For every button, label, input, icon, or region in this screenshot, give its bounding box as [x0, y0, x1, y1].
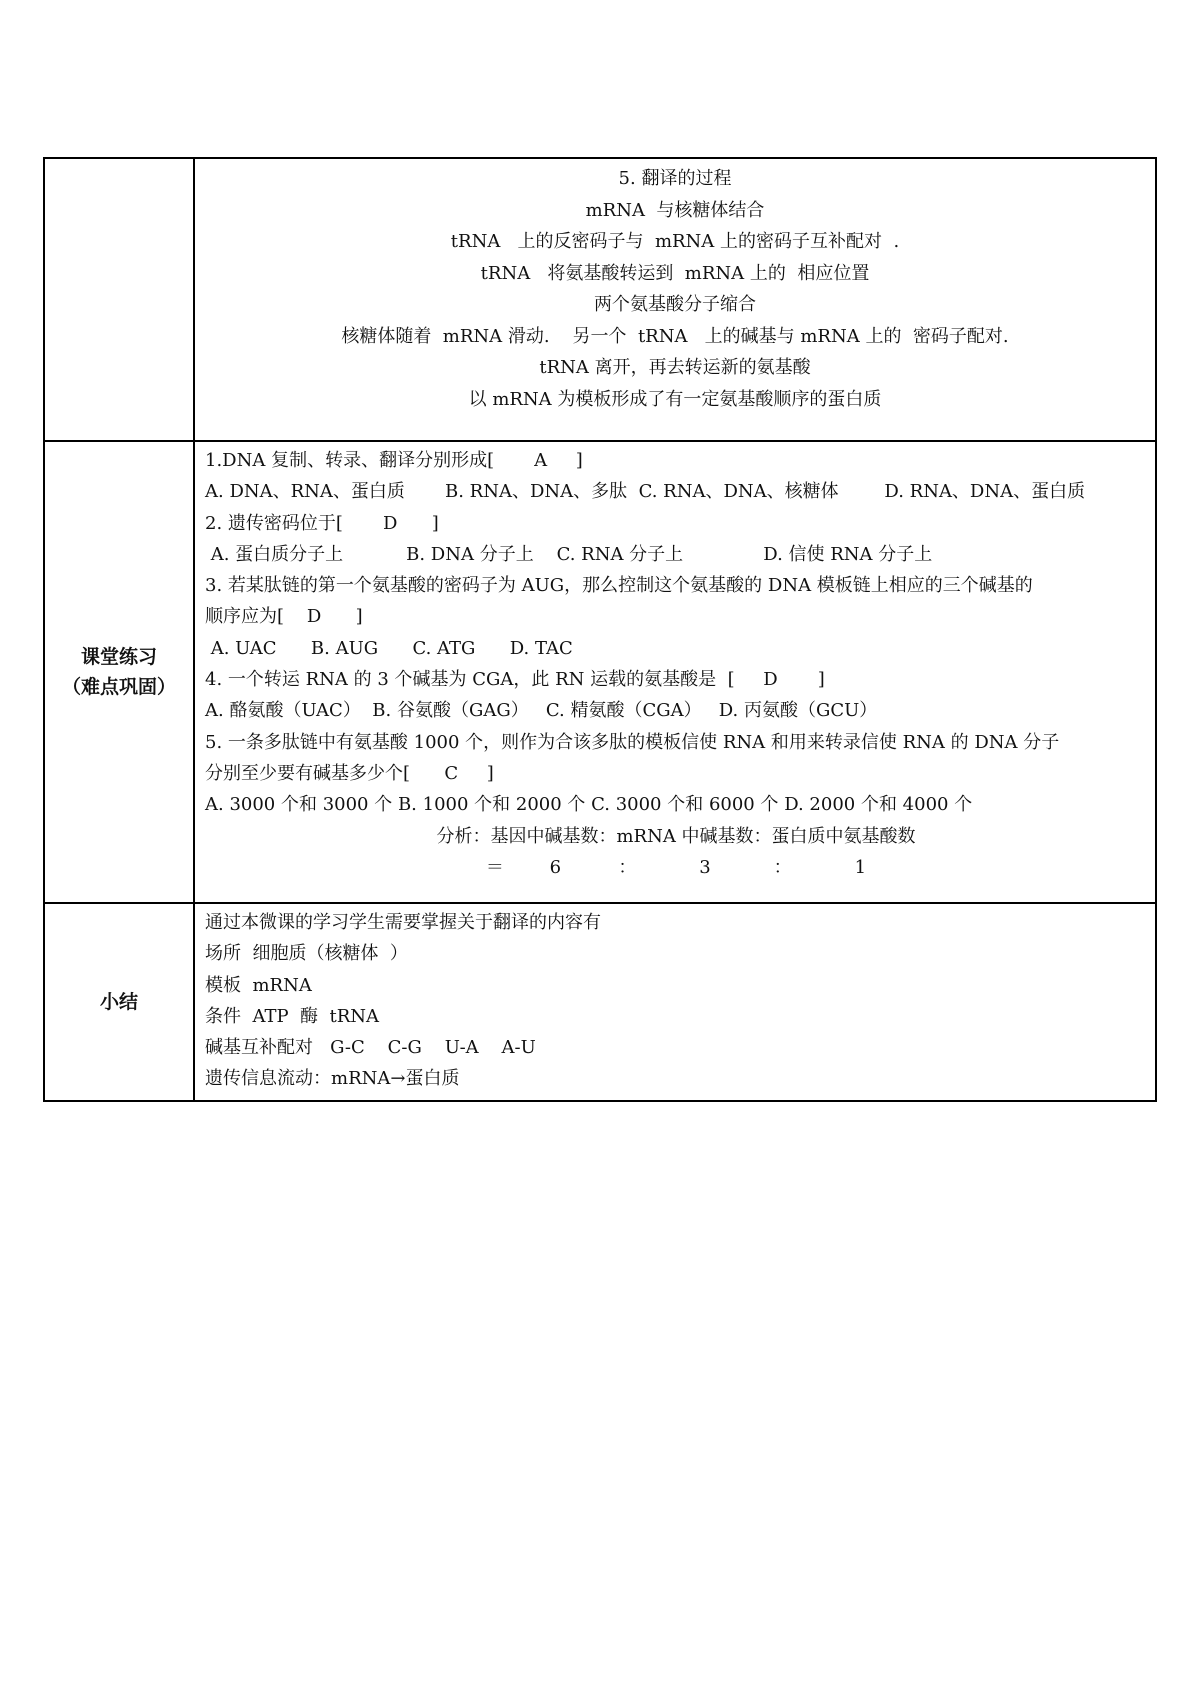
summary-line: 场所 细胞质（核糖体 ）	[205, 943, 408, 965]
summary-line: 条件 ATP 酶 tRNA	[205, 1005, 379, 1027]
translation-row	[44, 158, 1156, 441]
summary-line: 碱基互补配对 G-C C-G U-A A-U	[205, 1037, 536, 1059]
option-line: A. 酪氨酸（UAC） B. 谷氨酸（GAG） C. 精氨酸（CGA） D. 丙氨酸（GCU）	[205, 700, 878, 722]
text-line: tRNA 上的反密码子与 mRNA 上的密码子互补配对 .	[450, 231, 900, 252]
practice-row	[44, 441, 1156, 903]
summary-text	[195, 904, 1155, 1095]
translation-process-text	[195, 159, 1155, 415]
practice-questions	[195, 442, 1155, 883]
question-line: 3. 若某肽链的第一个氨基酸的密码子为 AUG，那么控制这个氨基酸的 DNA 模板链上相应的三个碱基的	[205, 575, 1033, 597]
question-line: 顺序应为[ D ]	[205, 606, 363, 628]
analysis-ratio-line: ＝ 6 ： 3 ： 1	[485, 856, 867, 878]
summary-line: 通过本微课的学习学生需要掌握关于翻译的内容有	[205, 912, 601, 933]
text-line: 5. 翻译的过程	[618, 168, 732, 189]
summary-label: 小结	[99, 991, 138, 1013]
question-line: 2. 遗传密码位于[ D ]	[205, 512, 439, 534]
text-line: tRNA 离开，再去转运新的氨基酸	[539, 357, 811, 378]
summary-label-cell	[44, 903, 194, 1101]
option-line: A. DNA、RNA、蛋白质 B. RNA、DNA、多肽 C. RNA、DNA、核糖体 D. RNA、DNA、蛋白质	[205, 481, 1086, 503]
practice-questions-cell	[194, 441, 1156, 903]
option-line: A. 蛋白质分子上 B. DNA 分子上 C. RNA 分子上 D. 信使 RNA 分子上	[205, 543, 933, 565]
option-line: A. 3000 个和 3000 个 B. 1000 个和 2000 个 C. 3000 个和 6000 个 D. 2000 个和 4000 个	[205, 794, 973, 816]
summary-line: 模板 mRNA	[205, 974, 312, 996]
summary-content-cell	[194, 903, 1156, 1101]
question-line: 1.DNA 复制、转录、翻译分别形成[ A ]	[205, 450, 583, 471]
question-line: 5. 一条多肽链中有氨基酸 1000 个，则作为合该多肽的模板信使 RNA 和用来转录信使 RNA 的 DNA 分子	[205, 731, 1060, 753]
practice-sublabel: （难点巩固）	[61, 676, 176, 698]
lesson-table	[43, 157, 1157, 1102]
summary-row	[44, 903, 1156, 1101]
text-line: 核糖体随着 mRNA 滑动. 另一个 tRNA 上的碱基与 mRNA 上的 密码子配对.	[341, 325, 1009, 347]
summary-line: 遗传信息流动：mRNA→蛋白质	[205, 1068, 460, 1090]
analysis-line: 分析：基因中碱基数：mRNA 中碱基数：蛋白质中氨基酸数	[436, 825, 916, 847]
translation-process-cell	[194, 158, 1156, 441]
text-line: tRNA 将氨基酸转运到 mRNA 上的 相应位置	[480, 262, 870, 284]
practice-label: 课堂练习	[80, 646, 157, 668]
option-line: A. UAC B. AUG C. ATG D. TAC	[205, 637, 573, 659]
empty-label-cell	[44, 158, 194, 441]
text-line: 两个氨基酸分子缩合	[594, 294, 756, 315]
text-line: mRNA 与核糖体结合	[585, 199, 765, 221]
text-line: 以 mRNA 为模板形成了有一定氨基酸顺序的蛋白质	[468, 388, 882, 410]
question-line: 分别至少要有碱基多少个[ C ]	[205, 762, 494, 784]
question-line: 4. 一个转运 RNA 的 3 个碱基为 CGA，此 RN 运载的氨基酸是 [ D ]	[205, 669, 825, 691]
practice-label-cell	[44, 441, 194, 903]
